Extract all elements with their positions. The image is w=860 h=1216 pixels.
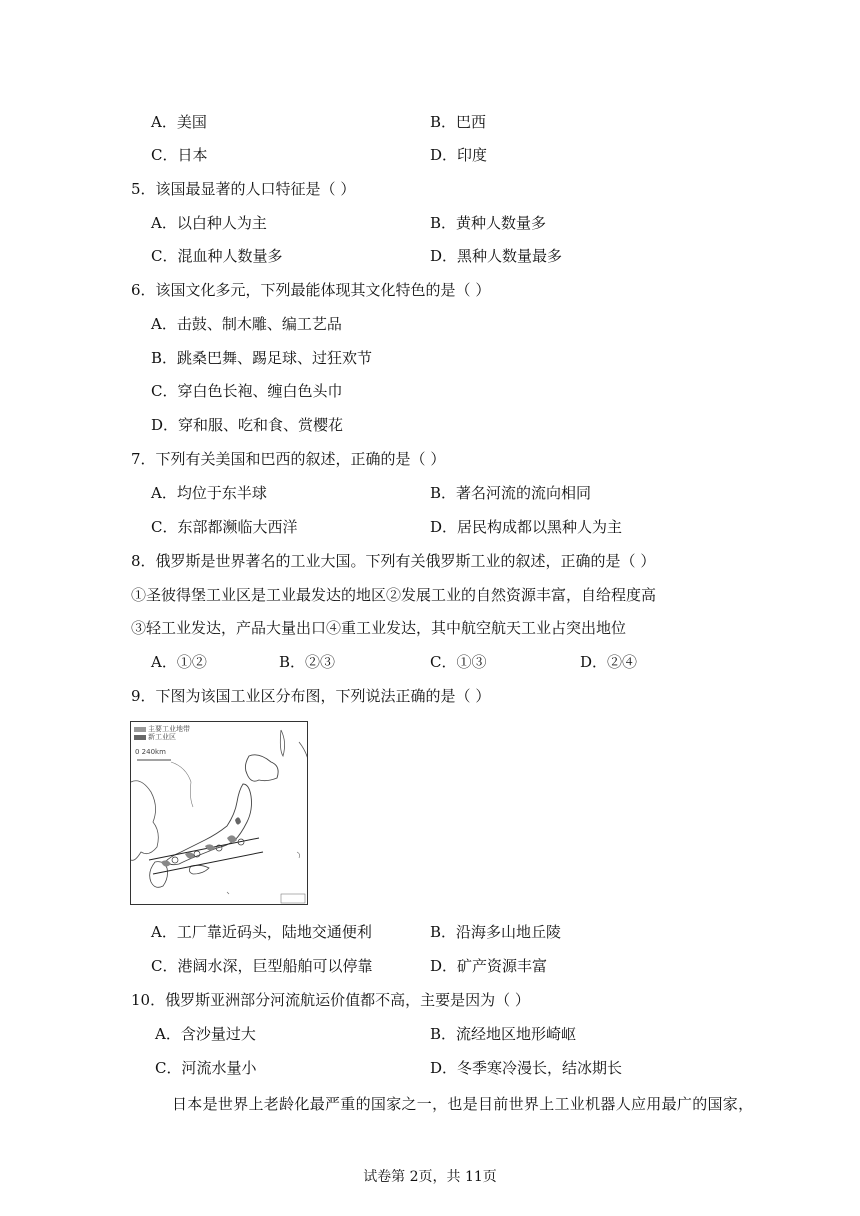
border-line (171, 762, 193, 807)
inset-box (281, 894, 305, 903)
japan-industrial-map (130, 721, 308, 905)
legend-label-main: 主要工业地带 (148, 725, 190, 733)
q7-option-d: D．居民构成都以黑种人为主 (430, 518, 623, 536)
q9-option-d: D．矿产资源丰富 (430, 957, 548, 975)
q8-option-c: C．①③ (430, 653, 487, 671)
q10-stem: 10．俄罗斯亚洲部分河流航运价值都不高，主要是因为（ ） (131, 991, 530, 1009)
kuril-outline (299, 742, 308, 764)
q10-option-d: D．冬季寒冷漫长，结冰期长 (430, 1059, 623, 1077)
q9-option-a: A．工厂靠近码头，陆地交通便利 (151, 923, 372, 941)
q6-option-d: D．穿和服、吃和食、赏樱花 (151, 416, 344, 434)
page-footer: 试卷第 2页，共 11页 (363, 1169, 497, 1185)
reading-passage-intro: 日本是世界上老龄化最严重的国家之一，也是目前世界上工业机器人应用最广的国家， (172, 1095, 754, 1113)
q4-option-c: C．日本 (151, 146, 208, 164)
q6-option-b: B．跳桑巴舞、踢足球、过狂欢节 (151, 349, 373, 367)
q10-option-c: C．河流水量小 (155, 1059, 257, 1077)
q5-option-c: C．混血种人数量多 (151, 247, 283, 265)
q6-stem: 6．该国文化多元，下列最能体现其文化特色的是（ ） (131, 281, 491, 299)
q10-option-b: B．流经地区地形崎岖 (430, 1025, 577, 1043)
q4-option-d: D．印度 (430, 146, 488, 164)
q7-option-b: B．著名河流的流向相同 (430, 484, 592, 502)
q6-option-c: C．穿白色长袍、缠白色头巾 (151, 382, 343, 400)
q9-stem: 9．下图为该国工业区分布图，下列说法正确的是（ ） (131, 687, 491, 705)
island-east (297, 852, 300, 858)
q8-option-a: A．①② (151, 653, 207, 671)
q5-option-d: D．黑种人数量最多 (430, 247, 563, 265)
sakhalin-outline (280, 730, 284, 756)
q7-option-a: A．均位于东半球 (151, 484, 267, 502)
mainland-coastline (131, 781, 158, 861)
q5-stem: 5．该国最显著的人口特征是（ ） (131, 180, 356, 198)
hokkaido-outline (245, 755, 278, 781)
q9-option-b: B．沿海多山地丘陵 (430, 923, 562, 941)
q5-option-a: A．以白种人为主 (151, 214, 267, 232)
q4-option-b: B．巴西 (430, 113, 487, 131)
q8-option-d: D．②④ (580, 653, 638, 671)
q9-option-c: C．港阔水深，巨型船舶可以停靠 (151, 957, 373, 975)
q6-option-a: A．击鼓、制木雕、编工艺品 (151, 315, 342, 333)
q7-stem: 7．下列有关美国和巴西的叙述，正确的是（ ） (131, 450, 446, 468)
q8-stem: 8．俄罗斯是世界著名的工业大国。下列有关俄罗斯工业的叙述，正确的是（ ） (131, 552, 656, 570)
q7-option-c: C．东部都濒临大西洋 (151, 518, 298, 536)
q4-option-a: A．美国 (151, 113, 207, 131)
q8-statement-line-2: ③轻工业发达，产品大量出口④重工业发达，其中航空航天工业占突出地位 (131, 619, 627, 637)
japan-map-drawing (131, 722, 308, 905)
q10-option-a: A．含沙量过大 (155, 1025, 256, 1043)
q8-option-b: B．②③ (279, 653, 336, 671)
q5-option-b: B．黄种人数量多 (430, 214, 547, 232)
q8-statement-line-1: ①圣彼得堡工业区是工业最发达的地区②发展工业的自然资源丰富，自给程度高 (131, 586, 657, 604)
island-south (227, 892, 229, 894)
map-scale: 0 240km (135, 748, 166, 756)
legend-label-new: 新工业区 (148, 733, 176, 741)
